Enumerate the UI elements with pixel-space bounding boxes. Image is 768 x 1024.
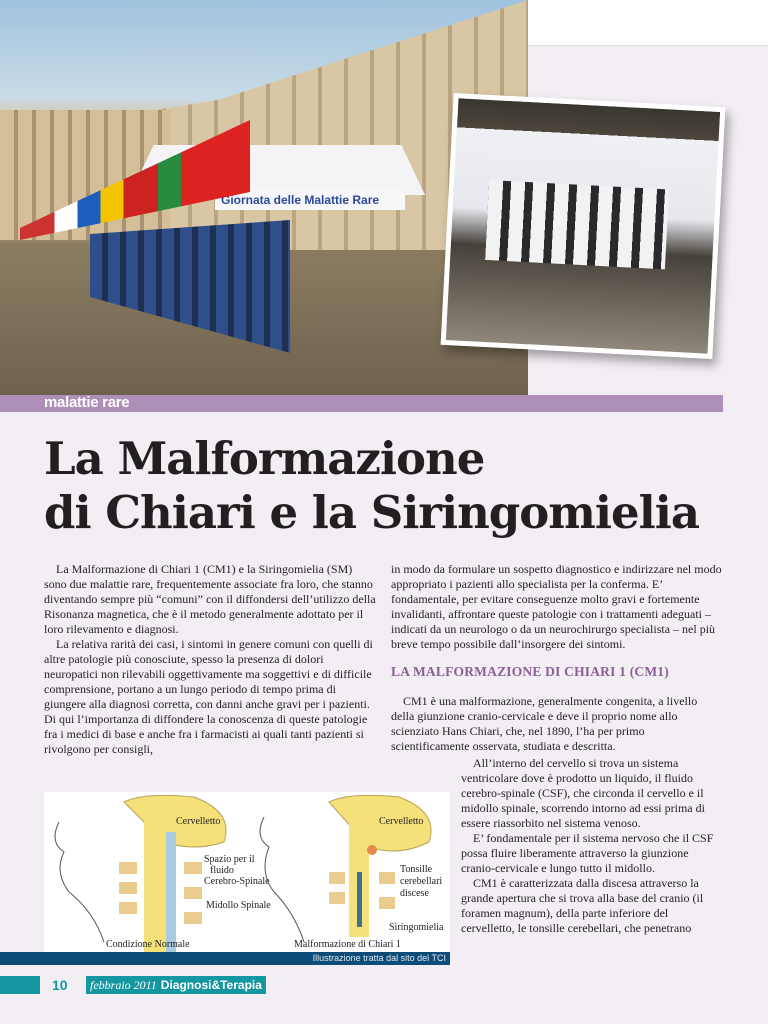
category-label: malattie rare (44, 394, 130, 411)
issue-date: febbraio 2011 (90, 977, 157, 992)
paragraph: CM1 è caratterizzata dalla discesa attraverso la grande apertura che si trova alla base del cranio (il foramen magnum), della parte inferiore del cervelletto, le tonsille cerebellari, che penetrano (461, 876, 704, 935)
right-column-continued (461, 756, 723, 936)
page-tab (0, 976, 40, 994)
label-csf: fluido (210, 865, 234, 876)
section-heading: LA MALFORMAZIONE DI CHIARI 1 (CM1) (391, 664, 669, 679)
label-cerebellum: Cervelletto (176, 816, 221, 827)
left-column (44, 562, 376, 757)
event-sign: Giornata delle Malattie Rare (215, 190, 405, 210)
paragraph: CM1 è una malformazione, generalmente congenita, a livello della giunzione cranio-cervicale e deve il proprio nome allo scienziato Hans Chiari, che, nel 1890, l’ha per primo scientificamente osservata, studiata e descritta. (391, 694, 698, 753)
title-line-1: La Malformazione (44, 432, 485, 485)
inset-photo (441, 93, 726, 359)
page-number: 10 (52, 977, 68, 993)
magazine-tag (86, 976, 266, 994)
label-tonsils: cerebellari (400, 876, 443, 887)
label-cerebellum: Cervelletto (379, 816, 424, 827)
inset-people (485, 180, 669, 269)
figure-credit: Illustrazione tratta dal sito del TCI (0, 952, 450, 965)
caption-normal: Condizione Normale (106, 939, 190, 950)
label-tonsils: discese (400, 888, 429, 899)
top-margin-block (528, 0, 768, 46)
footer (44, 976, 266, 994)
anatomy-illustration (44, 792, 450, 952)
title-line-2: di Chiari e la Siringomielia (44, 486, 699, 539)
label-csf: Spazio per il (204, 854, 255, 865)
label-spinal-cord: Midollo Spinale (206, 900, 271, 911)
chiari-diagram (260, 795, 444, 950)
category-bar (0, 395, 723, 412)
label-syringomyelia: Siringomielia (389, 922, 444, 933)
paragraph: All’interno del cervello si trova un sistema ventricolare dove è prodotto un liquido, il fluido cerebro-spinale (CSF), che circonda il cervello e il midollo spinale, scorrendo intorno ad essi prima di essere riassorbito nel sistema venoso. (461, 756, 705, 830)
magazine-name: Diagnosi&Terapia (160, 978, 262, 992)
normal-diagram (55, 795, 271, 952)
article-title (44, 432, 699, 540)
paragraph: E’ fondamentale per il sistema nervoso che il CSF possa fluire liberamente attraverso la giunzione cranio-cervicale e lungo tutto il midollo. (461, 831, 714, 875)
paragraph: La Malformazione di Chiari 1 (CM1) e la Siringomielia (SM) sono due malattie rare, frequentemente associate fra loro, che stanno diventando sempre più “comuni” con il diffondersi dell’utilizzo della Risonanza magnetica, che è il metodo generalmente adottato per il loro rilevamento e diagnosi. (44, 562, 376, 636)
caption-chiari: Malformazione di Chiari 1 (294, 939, 401, 950)
label-csf: Cerebro-Spinale (204, 876, 270, 887)
paragraph: in modo da formulare un sospetto diagnostico e indirizzare nel modo appropriato i pazienti allo specialista per la conferma. E’ fondamentale, per evitare conseguenze molto gravi e fortemente invalidanti, affrontare queste patologie con i trattamenti adeguati – indicati da un neurologo o da un neurochirurgo specialista – nel più breve tempo possibile dall’insorgere dei sintomi. (391, 562, 722, 651)
paragraph: La relativa rarità dei casi, i sintomi in genere comuni con quelli di altre patologie più conosciute, spesso la presenza di dolori neuropatici non rilevabili oggettivamente ma soggettivi e di difficile comprensione, portano a un lungo periodo di tempo prima di giungere alla diagnosi corretta, con danni anche gravi per i pazienti. Di qui l’importanza di diffondere la conoscenza di queste patologie fra i medici di base e anche fra i farmacisti ai quali tanti pazienti si rivolgono per consigli, (44, 637, 373, 756)
label-tonsils: Tonsille (400, 864, 433, 875)
